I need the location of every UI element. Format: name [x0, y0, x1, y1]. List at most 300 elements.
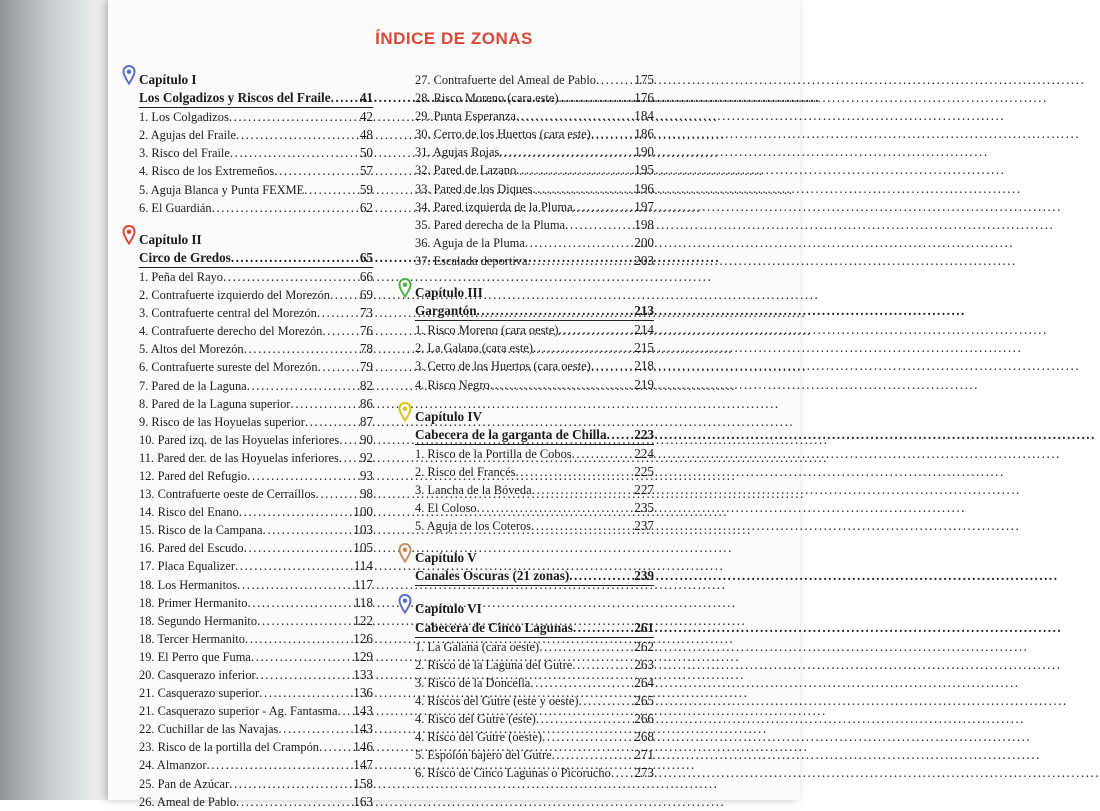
zone-name: 18. Los Hermanitos [139, 577, 238, 592]
dot-leader [319, 738, 350, 756]
zone-name: 6. Risco de Cinco Lagunas o Picorucho [415, 766, 611, 781]
zone-name: 18. Primer Hermanito [139, 595, 248, 610]
zone-name: 1. Los Colgadizos [139, 110, 229, 125]
zone-name: 2. Contrafuerte izquierdo del Morezón [139, 288, 330, 303]
page-number: 268 [634, 729, 654, 745]
zone-name: 2. Risco de la Laguna del Gutre [415, 657, 573, 672]
page-number: 41 [359, 90, 373, 106]
page-number: 175 [634, 72, 654, 87]
page-number: 184 [634, 108, 654, 124]
chapter-heading [415, 549, 654, 567]
zone-entry[interactable] [415, 161, 654, 179]
zone-name: 3. Risco de la Doncella [415, 675, 531, 690]
page-number: 118 [353, 594, 373, 610]
page-number: 82 [359, 377, 373, 393]
section-row[interactable] [415, 426, 654, 445]
dot-leader [477, 302, 632, 320]
section-row[interactable] [139, 249, 373, 268]
dot-leader [539, 638, 631, 656]
zone-entry[interactable] [415, 216, 654, 234]
zone-entry[interactable] [139, 594, 373, 612]
zone-entry[interactable] [139, 340, 373, 358]
map-pin-icon [398, 278, 412, 298]
page-number: 114 [353, 558, 373, 574]
zone-entry[interactable] [415, 376, 654, 394]
zone-entry[interactable] [415, 339, 654, 357]
zone-entry[interactable] [415, 728, 654, 746]
page-number: 197 [634, 198, 654, 214]
zone-entry[interactable] [139, 539, 373, 557]
zone-entry[interactable] [139, 720, 373, 738]
map-pin-icon [398, 543, 412, 563]
page-number: 264 [634, 674, 654, 690]
dot-leader [572, 656, 631, 674]
dot-leader [611, 764, 631, 782]
zone-name: Canales Oscuras (21 zonas) [415, 568, 570, 584]
page-number: 265 [634, 692, 654, 708]
spacer [415, 270, 654, 284]
zone-entry[interactable] [139, 666, 373, 684]
zone-name: 19. El Perro que Fuma [139, 649, 251, 664]
dot-leader [490, 376, 632, 394]
zone-entry[interactable] [139, 431, 373, 449]
page-number: 87 [359, 413, 373, 429]
page-number: 147 [353, 757, 373, 773]
dot-leader [223, 268, 357, 286]
chapter-label: Capítulo IV [415, 408, 483, 424]
zone-name: Los Colgadizos y Riscos del Fraile [139, 90, 331, 106]
zone-name: 27. Contrafuerte del Ameal de Pablo [415, 73, 596, 87]
zone-name: 2. Agujas del Fraile [139, 128, 237, 143]
dot-leader [331, 89, 357, 107]
dot-leader [247, 594, 350, 612]
zone-name: 5. Aguja Blanca y Punta FEXME [139, 182, 305, 197]
zone-entry[interactable] [415, 357, 654, 375]
zone-name: 4. Risco de los Extremeños [139, 164, 275, 179]
dot-leader [263, 521, 351, 539]
page-number: 73 [359, 305, 373, 321]
zone-name: 21. Casquerazo superior - Ag. Fantasma [139, 704, 338, 719]
page-number: 218 [634, 358, 654, 374]
chapter-label: Capítulo VI [415, 601, 482, 617]
zone-entry[interactable] [139, 738, 373, 756]
dot-leader [477, 499, 632, 517]
dot-leader [525, 234, 631, 252]
dot-leader [212, 199, 357, 217]
dot-leader [237, 576, 351, 594]
dot-leader [533, 339, 631, 357]
dot-leader [290, 395, 356, 413]
dot-leader [231, 249, 357, 267]
page-number: 66 [359, 268, 373, 284]
chapter-heading [139, 231, 373, 249]
zone-name: 6. Contrafuerte sureste del Morezón [139, 360, 318, 375]
dot-leader [244, 539, 351, 557]
dot-leader [245, 630, 350, 648]
zone-entry[interactable] [415, 764, 654, 782]
zone-entry[interactable] [139, 395, 373, 413]
page-number: 126 [353, 630, 373, 646]
dot-leader [552, 746, 632, 764]
zone-entry[interactable] [415, 710, 654, 728]
zone-name: 21. Casquerazo superior [139, 686, 260, 701]
dot-leader [339, 449, 357, 467]
page-number: 225 [634, 463, 654, 479]
chapter-label: Capítulo III [415, 285, 483, 301]
zone-entry[interactable] [139, 162, 373, 180]
zone-entry[interactable] [415, 234, 654, 252]
page-number: 190 [634, 144, 654, 160]
page-number: 237 [634, 518, 654, 534]
dot-leader [304, 181, 357, 199]
dot-leader [278, 720, 350, 738]
map-pin-icon [398, 402, 412, 422]
zone-name: 33. Pared de los Diques [415, 181, 533, 196]
zone-name: 24. Almanzor [139, 758, 207, 773]
index-column-left [139, 71, 373, 811]
zone-entry[interactable] [139, 793, 373, 811]
page-number: 69 [359, 287, 373, 303]
page-number: 105 [353, 540, 373, 556]
zone-entry[interactable] [139, 557, 373, 575]
dot-leader [542, 728, 631, 746]
page-number: 103 [353, 522, 373, 538]
page-number: 239 [634, 568, 654, 584]
dot-leader [317, 304, 357, 322]
zone-name: 7. Pared de la Laguna [139, 378, 247, 393]
dot-leader [573, 198, 632, 216]
page-number: 62 [359, 199, 373, 215]
zone-name: 4. Risco Negro [415, 377, 490, 392]
dot-leader [236, 793, 350, 811]
zone-entry[interactable] [139, 485, 373, 503]
zone-entry[interactable] [415, 198, 654, 216]
zone-name: 11. Pared der. de las Hoyuelas inferiores [139, 450, 339, 465]
zone-entry[interactable] [415, 321, 654, 339]
zone-name: 32. Pared de Lazano [415, 163, 517, 178]
dot-leader [591, 357, 631, 375]
zone-entry[interactable] [139, 358, 373, 376]
dot-leader [530, 674, 631, 692]
page-number: 262 [634, 638, 654, 654]
zone-entry[interactable] [139, 775, 373, 793]
zone-entry[interactable] [415, 445, 654, 463]
zone-entry[interactable] [415, 125, 654, 143]
page-number: 158 [353, 775, 373, 791]
dot-leader [239, 503, 350, 521]
page-number: 143 [353, 721, 373, 737]
dot-leader [596, 71, 631, 89]
dot-leader [257, 612, 350, 630]
page-number: 42 [359, 109, 373, 125]
zone-name: 3. Risco del Fraile [139, 146, 230, 161]
zone-name: 20. Casquerazo inferior [139, 668, 256, 682]
zone-entry[interactable] [139, 521, 373, 539]
page-number: 122 [353, 612, 373, 628]
zone-entry[interactable] [139, 467, 373, 485]
page-number: 235 [634, 500, 654, 516]
dot-leader [528, 252, 632, 270]
zone-name: 3. Lancha de la Bóveda [415, 482, 532, 497]
zone-name: 22. Cuchillar de las Navajas [139, 722, 279, 737]
dot-leader [230, 144, 357, 162]
zone-entry[interactable] [139, 108, 373, 126]
dot-leader [558, 89, 631, 107]
chapter-label: Capítulo II [139, 231, 202, 247]
page-number: 196 [634, 180, 654, 196]
dot-leader [330, 286, 357, 304]
page-number: 92 [359, 449, 373, 465]
zone-name: 4. Risco del Gutre (oeste) [415, 730, 542, 745]
zone-name: 4. El Coloso [415, 501, 477, 516]
zone-name: 4. Riscos del Gutre (este y oeste) [415, 693, 579, 708]
page-number: 263 [634, 656, 654, 672]
section-row[interactable] [415, 567, 654, 586]
spacer [139, 217, 373, 231]
dot-leader [229, 108, 357, 126]
zone-entry[interactable] [139, 648, 373, 666]
dot-leader [532, 180, 631, 198]
section-row[interactable] [139, 89, 373, 108]
dot-leader [532, 481, 632, 499]
dot-leader [206, 756, 350, 774]
page-number: 203 [634, 252, 654, 268]
zone-entry[interactable] [415, 180, 654, 198]
dot-leader [516, 107, 631, 125]
zone-name: 3. Cerro de los Huertos (cara oeste) [415, 359, 591, 374]
zone-name: 35. Pared derecha de la Pluma [415, 217, 566, 232]
page-number: 133 [353, 667, 373, 682]
dot-leader [244, 340, 357, 358]
dot-leader [578, 692, 631, 710]
zone-entry[interactable] [139, 144, 373, 162]
page-number: 198 [634, 216, 654, 232]
dot-leader [256, 666, 351, 684]
page-number: 57 [359, 163, 373, 179]
page-number: 214 [634, 322, 654, 338]
page-number: 90 [359, 431, 373, 447]
page-number: 266 [634, 711, 654, 726]
page-number: 195 [634, 162, 654, 178]
zone-entry[interactable] [415, 517, 654, 535]
spacer [415, 586, 654, 600]
zone-name: 3. Contrafuerte central del Morezón [139, 306, 317, 321]
page-number: 48 [359, 127, 373, 143]
dot-leader [338, 702, 351, 720]
zone-name: 15. Risco de la Campana [139, 523, 263, 538]
zone-entry[interactable] [139, 702, 373, 720]
zone-entry[interactable] [139, 503, 373, 521]
page-number: 86 [359, 395, 373, 411]
page-number: 50 [359, 145, 373, 161]
zone-name: 30. Cerro de los Huertos (cara este) [415, 127, 591, 142]
chapter-heading [139, 71, 373, 89]
zone-entry[interactable] [415, 252, 654, 270]
map-pin-icon [122, 65, 136, 85]
page-number: 273 [634, 765, 654, 781]
dot-leader [236, 126, 357, 144]
page-number: 117 [353, 576, 373, 592]
zone-entry[interactable] [139, 377, 373, 395]
dot-leader [339, 431, 357, 449]
zone-name: 26. Ameal de Pablo [139, 794, 237, 809]
zone-name: Cabecera de Cinco Lagunas [415, 619, 573, 635]
zone-entry[interactable] [415, 638, 654, 656]
section-row[interactable] [415, 302, 654, 321]
zone-name: 4. Contrafuerte derecho del Morezón [139, 324, 323, 339]
page-number: 163 [353, 793, 373, 809]
page-number: 136 [353, 685, 373, 701]
page-number: 186 [634, 126, 654, 142]
zone-entry[interactable] [415, 89, 654, 107]
zone-name: 2. Risco del Francés [415, 464, 516, 479]
dot-leader [318, 358, 357, 376]
zone-name: Circo de Gredos [139, 249, 231, 265]
zone-name: 10. Pared izq. de las Hoyuelas inferiores [139, 432, 340, 447]
zone-name: 5. Altos del Morezón [139, 342, 244, 357]
zone-name: 8. Pared de la Laguna superior [139, 396, 291, 411]
zone-name: 1. Risco Moreno (cara oeste) [415, 323, 559, 338]
spacer [415, 535, 654, 549]
zone-name: 4. Risco del Gutre (este) [415, 712, 536, 726]
page-number: 143 [353, 703, 373, 719]
zone-entry[interactable] [415, 107, 654, 125]
zone-name: 16. Pared del Escudo [139, 541, 244, 556]
zone-name: 37. Escalada deportiva [415, 253, 528, 268]
zone-entry[interactable] [139, 630, 373, 648]
zone-entry[interactable] [139, 286, 373, 304]
page-number: 224 [634, 445, 654, 461]
zone-name: 18. Tercer Hermanito [139, 631, 245, 646]
zone-entry[interactable] [139, 322, 373, 340]
zone-entry[interactable] [415, 746, 654, 764]
dot-leader [565, 216, 631, 234]
zone-entry[interactable] [415, 692, 654, 710]
zone-name: 5. Espolón bajero del Gutre [415, 748, 552, 763]
zone-entry[interactable] [415, 71, 654, 89]
zone-entry[interactable] [139, 126, 373, 144]
zone-entry[interactable] [139, 181, 373, 199]
zone-name: 36. Aguja de la Pluma [415, 235, 525, 250]
spacer [415, 394, 654, 408]
page-number: 59 [359, 181, 373, 197]
zone-entry[interactable] [139, 413, 373, 431]
page-number: 200 [634, 234, 654, 250]
zone-name: 1. Peña del Rayo [139, 269, 223, 284]
dot-leader [259, 684, 350, 702]
dot-leader [229, 775, 350, 793]
dot-leader [558, 321, 631, 339]
index-column-right [415, 71, 654, 782]
page-number: 261 [634, 619, 654, 635]
page-number: 78 [359, 341, 373, 357]
page-number: 93 [359, 467, 373, 483]
page-number: 227 [634, 481, 654, 497]
page-number: 79 [359, 359, 373, 375]
zone-name: 12. Pared del Refugio [139, 468, 248, 483]
zone-entry[interactable] [139, 449, 373, 467]
zone-name: 29. Punta Esperanza [415, 109, 516, 124]
zone-entry[interactable] [415, 674, 654, 692]
zone-name: Cabecera de la garganta de Chilla [415, 426, 607, 442]
zone-entry[interactable] [139, 304, 373, 322]
chapter-heading [415, 284, 654, 302]
zone-name: 34. Pared izquierda de la Pluma [415, 199, 573, 214]
zone-entry[interactable] [415, 656, 654, 674]
dot-leader [516, 161, 631, 179]
chapter-label: Capítulo I [139, 72, 197, 87]
page-number: 98 [359, 486, 373, 502]
zone-name: 9. Risco de las Hoyuelas superior [139, 414, 305, 429]
dot-leader [515, 463, 631, 481]
zone-entry[interactable] [139, 756, 373, 774]
dot-leader [607, 426, 632, 444]
dot-leader [251, 648, 350, 666]
section-row[interactable] [415, 619, 654, 638]
dot-leader [247, 467, 357, 485]
zone-entry[interactable] [139, 199, 373, 217]
page-number: 65 [359, 249, 373, 265]
page-number: 219 [634, 376, 654, 392]
zone-name: 14. Risco del Enano [139, 505, 239, 520]
page-number: 176 [634, 90, 654, 106]
zone-name: 5. Aguja de los Coteros [415, 519, 531, 534]
zone-name: 18. Segundo Hermanito [139, 613, 258, 628]
zone-name: 25. Pan de Azúcar [139, 776, 230, 791]
dot-leader [591, 125, 631, 143]
dot-leader [536, 710, 631, 728]
dot-leader [569, 567, 631, 585]
page-title: ÍNDICE DE ZONAS [375, 29, 533, 48]
zone-name: 17. Placa Equalizer [139, 559, 235, 574]
map-pin-icon [122, 225, 136, 245]
zone-entry[interactable] [415, 143, 654, 161]
zone-name: 1. Risco de la Portilla de Cobos [415, 446, 572, 461]
zone-name: 28. Risco Moreno (cara este) [415, 91, 559, 106]
map-pin-icon [398, 594, 412, 614]
page-number: 213 [634, 303, 654, 319]
dot-leader [235, 557, 351, 575]
dot-leader [316, 485, 357, 503]
zone-name: 13. Contrafuerte oeste de Cerraíllos [139, 487, 316, 502]
zone-entry[interactable] [139, 612, 373, 630]
dot-leader [572, 445, 632, 463]
chapter-label: Capítulo V [415, 550, 477, 566]
dot-leader [573, 619, 631, 637]
zone-entry[interactable] [139, 684, 373, 702]
dot-leader [305, 413, 357, 431]
chapter-heading [415, 600, 654, 618]
zone-name: 23. Risco de la portilla del Crampón [139, 740, 319, 755]
zone-entry[interactable] [415, 499, 654, 517]
zone-name: 1. La Galana (cara oeste) [415, 639, 540, 654]
page-number: 129 [353, 648, 373, 664]
page-number: 215 [634, 340, 654, 356]
zone-name: Gargantón [415, 303, 477, 319]
page-number: 76 [359, 323, 373, 339]
page-number: 271 [634, 747, 654, 763]
zone-name: 6. El Guardián [139, 200, 212, 215]
page-number: 100 [353, 504, 373, 520]
zone-entry[interactable] [139, 268, 373, 286]
dot-leader [531, 517, 631, 535]
dot-leader [322, 322, 356, 340]
dot-leader [499, 143, 631, 161]
dot-leader [247, 377, 357, 395]
zone-entry[interactable] [139, 576, 373, 594]
zone-entry[interactable] [415, 463, 654, 481]
zone-entry[interactable] [415, 481, 654, 499]
